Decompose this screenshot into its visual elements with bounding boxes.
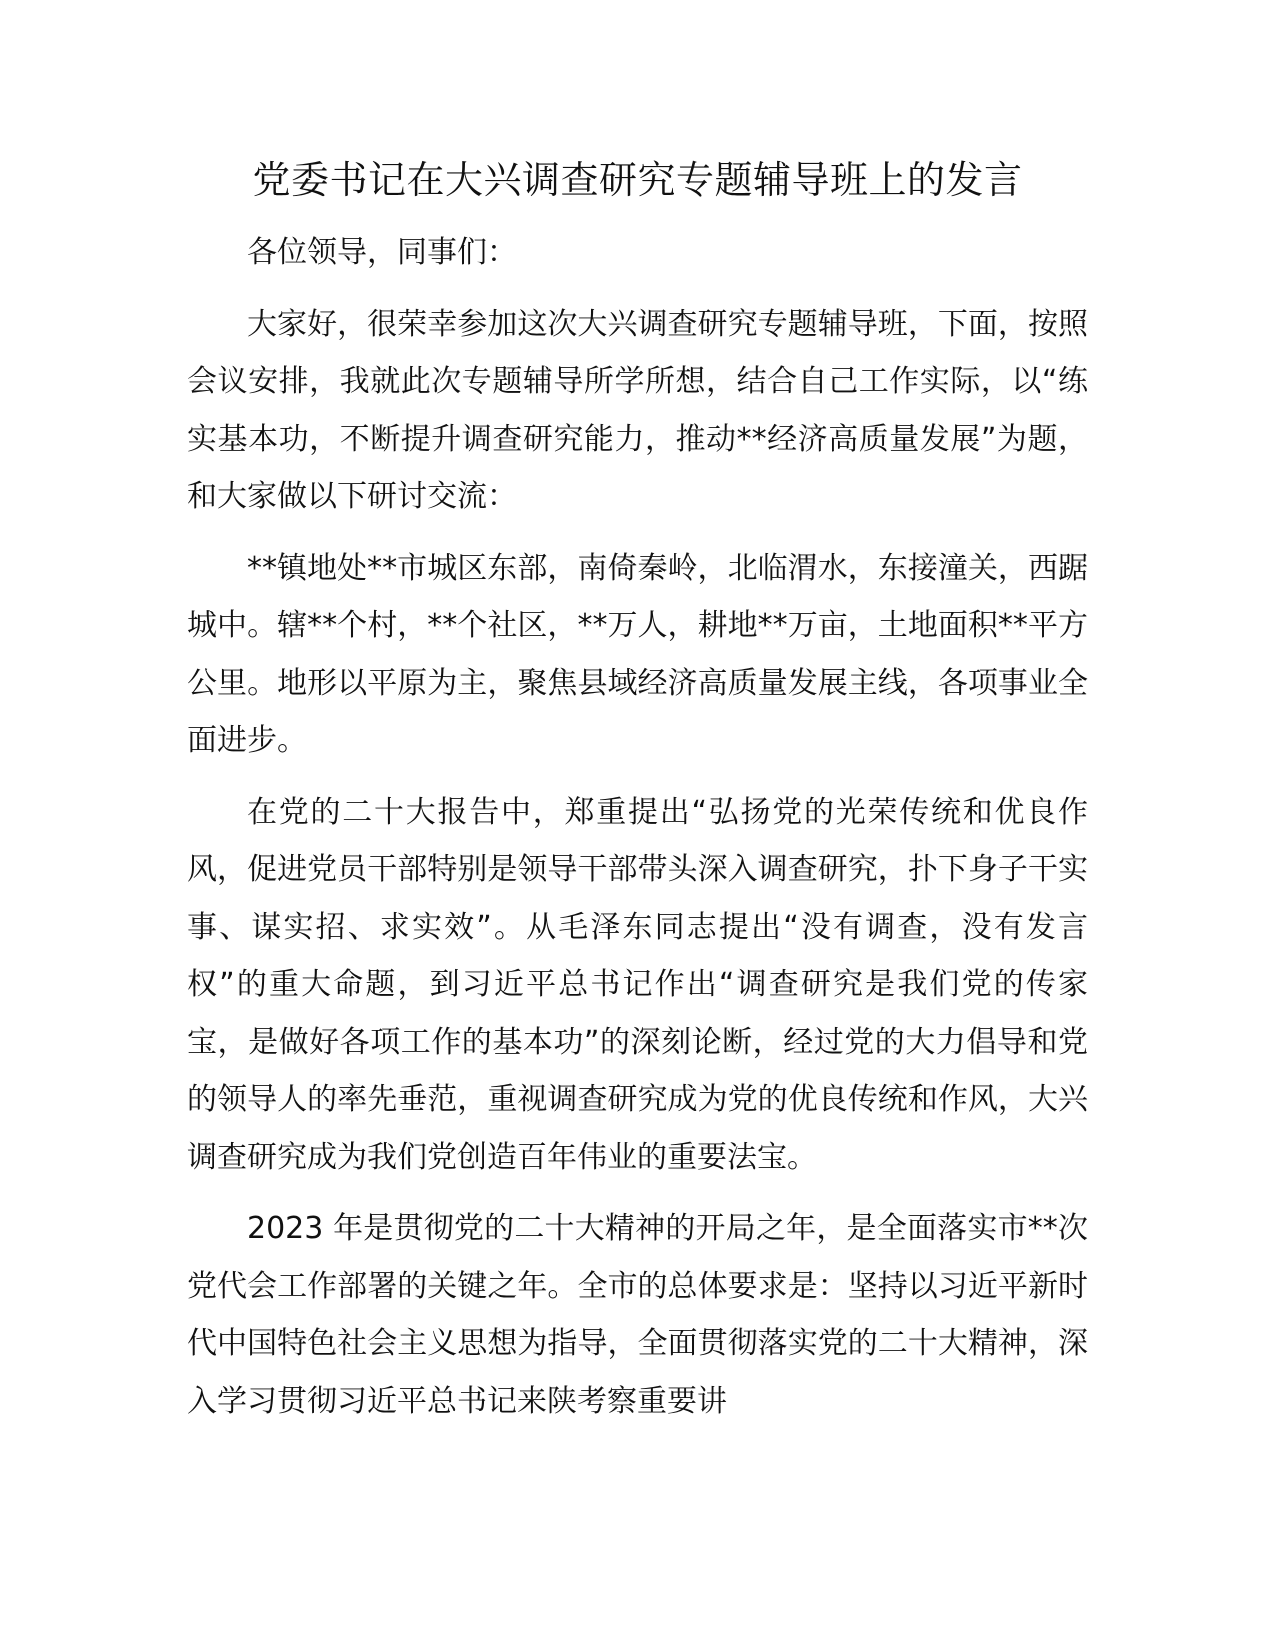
paragraph-salutation: 各位领导，同事们：: [247, 235, 517, 270]
paragraph-town-overview: **镇地处**市城区东部，南倚秦岭，北临渭水，东接潼关，西踞城中。辖**个村，**个社区，**万人，耕地**万亩，土地面积**平方公里。地形以平原为主，聚焦县域经济高质量发展主线，各项事业全面进步。: [187, 550, 1088, 758]
document-title: 党委书记在大兴调查研究专题辅导班上的发言: [252, 158, 1023, 202]
paragraph-2023-requirements: 2023 年是贯彻党的二十大精神的开局之年，是全面落实市**次党代会工作部署的关键之年。全市的总体要求是：坚持以习近平新时代中国特色社会主义思想为指导，全面贯彻落实党的二十大精神，深入学习贯彻习近平总书记来陕考察重要讲: [187, 1211, 1088, 1419]
document-body: [187, 224, 1088, 1444]
paragraph-party-report: 在党的二十大报告中，郑重提出“弘扬党的光荣传统和优良作风，促进党员干部特别是领导干部带头深入调查研究，扑下身子干实事、谋实招、求实效”。从毛泽东同志提出“没有调查，没有发言权”的重大命题，到习近平总书记作出“调查研究是我们党的传家宝，是做好各项工作的基本功”的深刻论断，经过党的大力倡导和党的领导人的率先垂范，重视调查研究成为党的优良传统和作风，大兴调查研究成为我们党创造百年伟业的重要法宝。: [187, 794, 1088, 1175]
paragraph-opening: 大家好，很荣幸参加这次大兴调查研究专题辅导班，下面，按照会议安排，我就此次专题辅导所学所想，结合自己工作实际，以“练实基本功，不断提升调查研究能力，推动**经济高质量发展”为题，和大家做以下研讨交流：: [187, 306, 1088, 514]
